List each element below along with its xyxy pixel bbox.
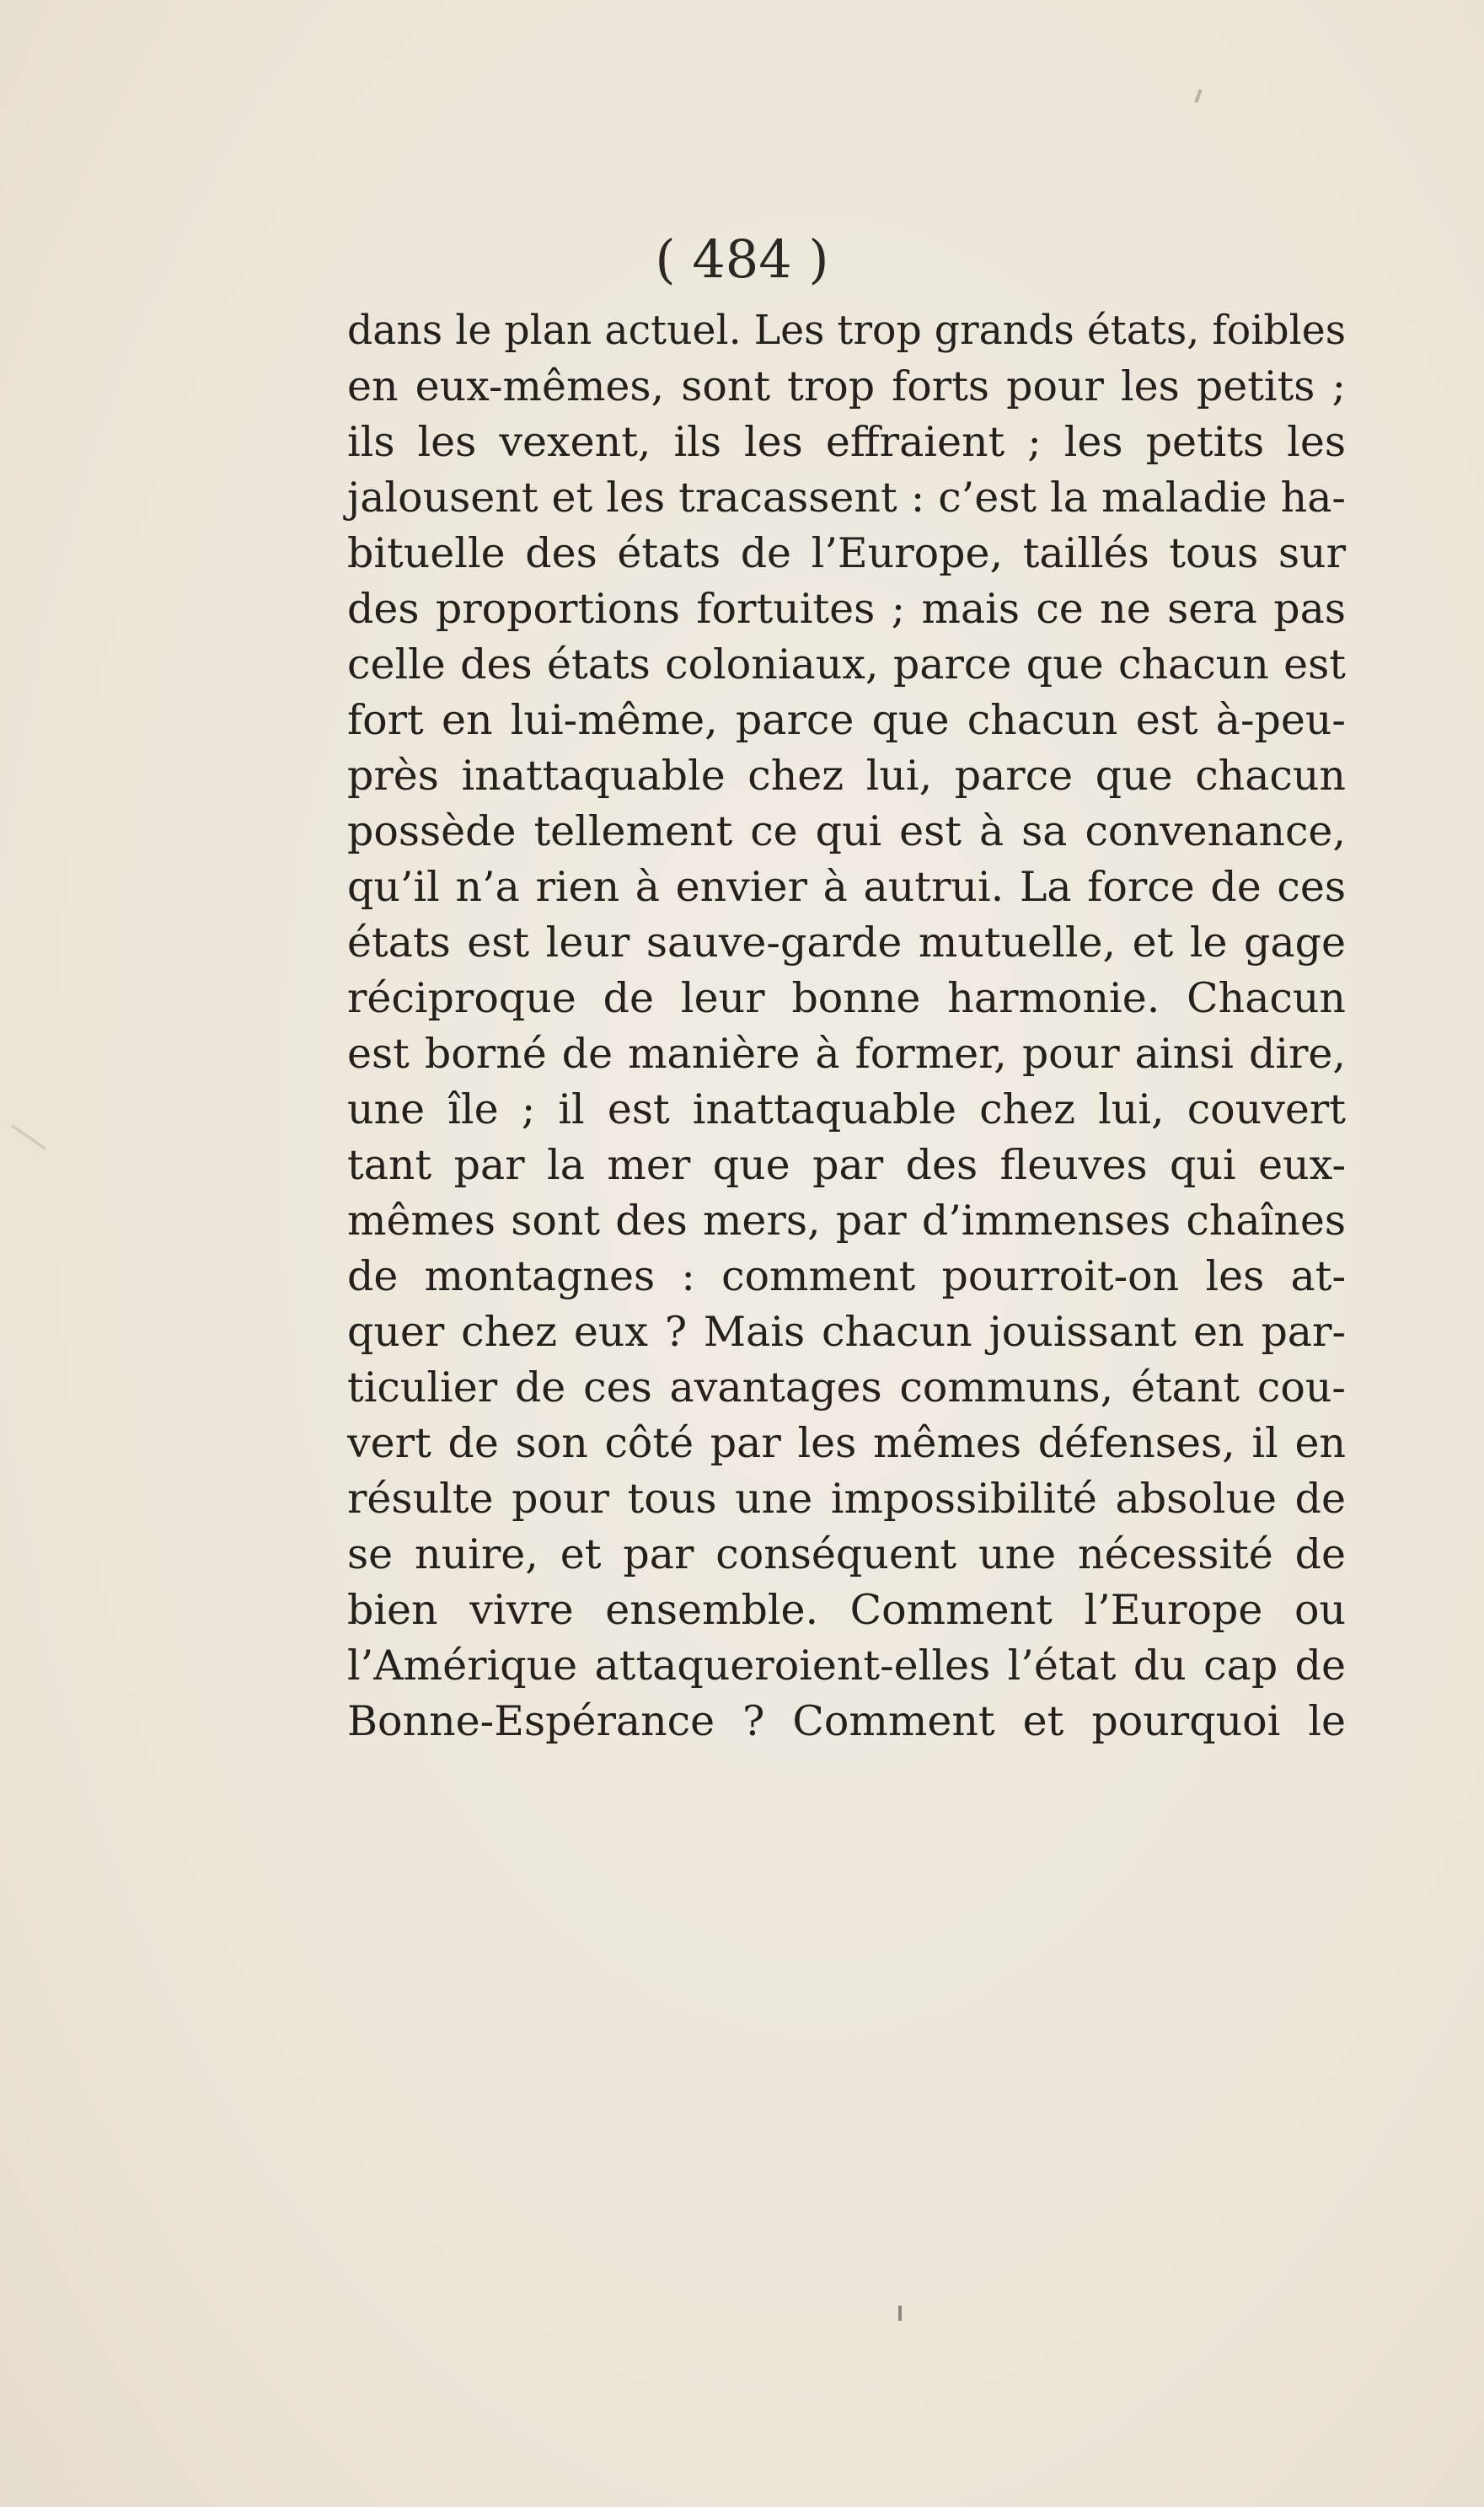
body-text [347, 303, 1346, 1749]
text-line: de montagnes : comment pourroit-on les at- [347, 1252, 1346, 1300]
text-line: jalousent et les tracassent : c’est la maladie ha- [347, 474, 1346, 522]
text-line: réciproque de leur bonne harmonie. Chacun [347, 974, 1346, 1022]
text-line: est borné de manière à former, pour ainsi dire, [347, 1030, 1346, 1078]
page-number: ( 484 ) [655, 228, 829, 290]
text-line: quer chez eux ? Mais chacun jouissant en par- [347, 1308, 1346, 1356]
text-line: des proportions fortuites ; mais ce ne sera pas [347, 585, 1346, 633]
paper-speck [898, 2306, 902, 2321]
text-line: vert de son côté par les mêmes défenses, il en [347, 1419, 1346, 1467]
text-line: mêmes sont des mers, par d’immenses chaînes [347, 1197, 1346, 1245]
text-line: ticulier de ces avantages communs, étant cou- [347, 1363, 1346, 1412]
text-line: bien vivre ensemble. Comment l’Europe ou [347, 1586, 1346, 1634]
text-line: en eux-mêmes, sont trop forts pour les petits ; [347, 362, 1346, 410]
text-line: l’Amérique attaqueroient-elles l’état du cap de [347, 1642, 1346, 1690]
text-line: une île ; il est inattaquable chez lui, couvert [347, 1085, 1346, 1133]
text-line: dans le plan actuel. Les trop grands états, foibles [347, 308, 1346, 354]
text-line: qu’il n’a rien à envier à autrui. La force de ces [347, 863, 1346, 911]
paper-speck [1194, 89, 1202, 103]
text-line: Bonne-Espérance ? Comment et pourquoi le [347, 1697, 1346, 1745]
text-line: tant par la mer que par des fleuves qui eux- [347, 1141, 1346, 1189]
text-line: près inattaquable chez lui, parce que chacun [347, 752, 1346, 800]
paper-speck [11, 1125, 46, 1150]
text-line: fort en lui-même, parce que chacun est à-peu- [347, 696, 1346, 744]
text-line: résulte pour tous une impossibilité absolue de [347, 1475, 1346, 1523]
text-line: celle des états coloniaux, parce que chacun est [347, 640, 1346, 688]
text-line: bituelle des états de l’Europe, taillés tous sur [347, 529, 1346, 577]
text-line: ils les vexent, ils les effraient ; les petits les [347, 418, 1346, 466]
text-line: états est leur sauve-garde mutuelle, et le gage [347, 919, 1346, 967]
text-line: possède tellement ce qui est à sa convenance, [347, 807, 1346, 855]
text-line: se nuire, et par conséquent une nécessité de [347, 1530, 1346, 1578]
